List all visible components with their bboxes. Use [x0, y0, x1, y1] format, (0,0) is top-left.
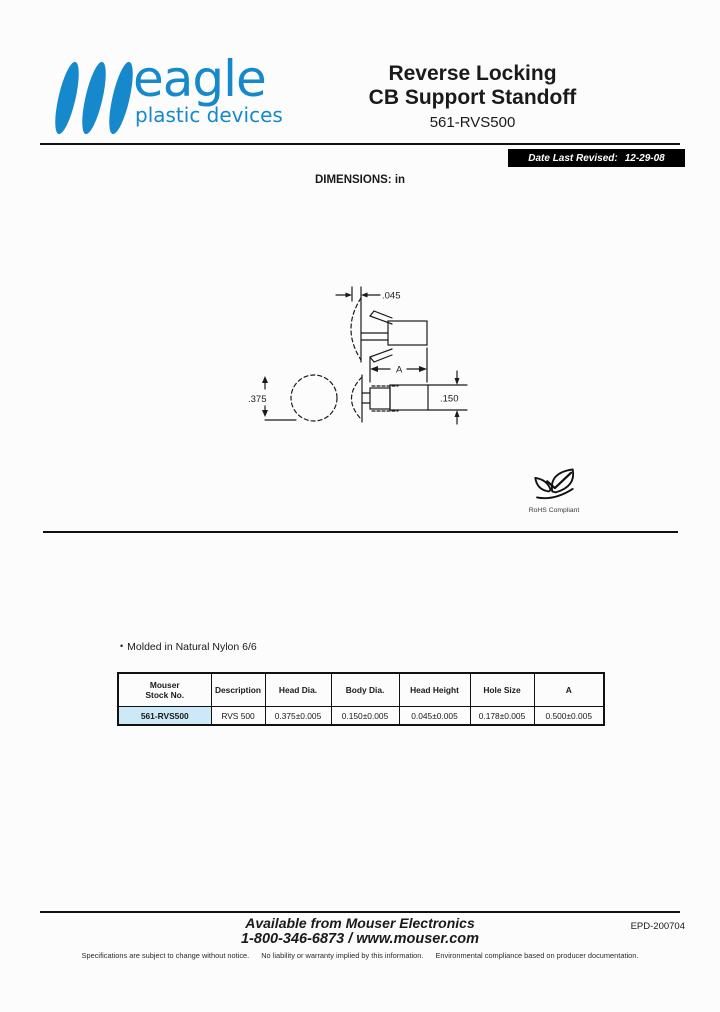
parts-table	[117, 672, 605, 726]
eagle-logo-icon	[52, 57, 138, 139]
availability-line: Available from Mouser Electronics	[245, 915, 475, 931]
feature-list	[120, 641, 257, 653]
revision-label: Date Last Revised:	[528, 152, 618, 164]
dim-body-dia-label: .150	[440, 393, 459, 405]
cell-a: 0.500±0.005	[534, 707, 604, 726]
brand-block	[133, 50, 283, 126]
section-rule	[43, 531, 678, 533]
cell-description: RVS 500	[211, 707, 265, 726]
title-line1: Reverse Locking	[388, 62, 557, 85]
disclaimer-row	[0, 951, 720, 960]
contact-line: 1-800-346-6873 / www.mouser.com	[240, 931, 480, 947]
dim-length-label: A	[396, 364, 403, 376]
col-header-hole-size: Hole Size	[470, 673, 534, 707]
cell-body-dia: 0.150±0.005	[331, 707, 399, 726]
disclaimer-2: No liability or warranty implied by this information.	[261, 951, 424, 960]
title-line2: CB Support Standoff	[368, 86, 577, 109]
header-rule	[40, 143, 680, 145]
feature-item: Molded in Natural Nylon 6/6	[127, 641, 257, 653]
cell-hole-size: 0.178±0.005	[470, 707, 534, 726]
col-header-mouser-stock-no: Mouser Stock No.	[118, 673, 211, 707]
dim-head-height-label: .045	[382, 290, 401, 302]
doc-number: EPD-200704	[630, 921, 685, 932]
dim-head-dia-label: .375	[248, 394, 267, 405]
col-header-head-height: Head Height	[399, 673, 470, 707]
table-header-row	[118, 673, 604, 707]
table-row	[118, 707, 604, 726]
rohs-leaf-icon	[528, 466, 580, 500]
revision-badge	[508, 149, 685, 167]
disclaimer-3: Environmental compliance based on producer documentation.	[435, 951, 639, 960]
col-header-head-dia: Head Dia.	[265, 673, 331, 707]
part-number: 561-RVS500	[429, 114, 516, 131]
brand-tagline: plastic devices	[135, 103, 283, 127]
cell-head-height: 0.045±0.005	[399, 707, 470, 726]
technical-drawing	[230, 270, 480, 440]
title-block	[325, 62, 620, 131]
rohs-mark	[514, 466, 594, 514]
footer-rule	[40, 911, 680, 913]
dimensions-units-label: DIMENSIONS: in	[314, 174, 406, 186]
col-header-description: Description	[211, 673, 265, 707]
rohs-label: RoHS Compliant	[528, 507, 580, 514]
brand-name: eagle	[133, 50, 266, 108]
cell-head-dia: 0.375±0.005	[265, 707, 331, 726]
col-header-body-dia: Body Dia.	[331, 673, 399, 707]
cell-stock-no: 561-RVS500	[118, 707, 211, 726]
disclaimer-1: Specifications are subject to change without notice.	[81, 951, 250, 960]
feature-bullet: •	[120, 641, 124, 651]
col-header-a: A	[534, 673, 604, 707]
revision-date: 12-29-08	[624, 152, 665, 164]
